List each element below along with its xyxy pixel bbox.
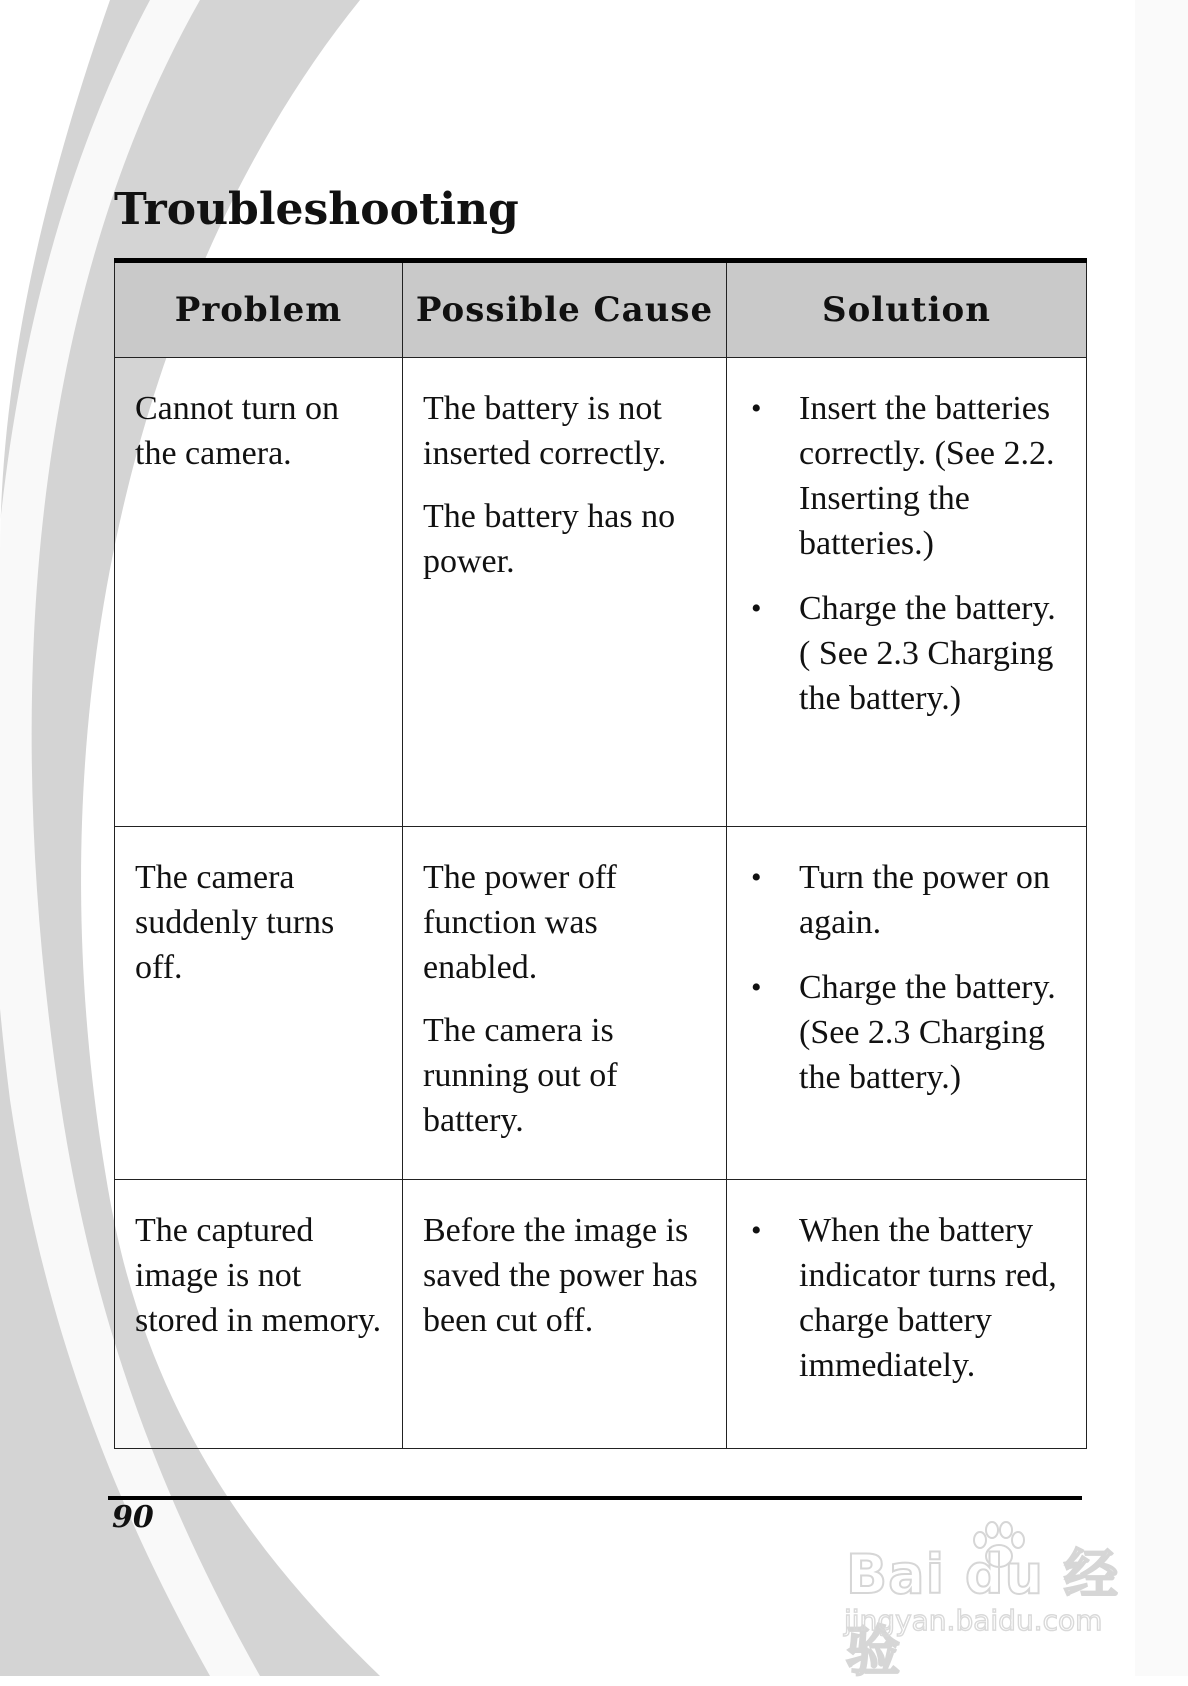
baidu-watermark <box>842 1520 1122 1683</box>
solution-cell <box>727 358 1087 827</box>
footer-rule <box>108 1496 1082 1500</box>
header-problem: Problem <box>115 261 403 358</box>
solution-item: • Charge the battery. ( See 2.3 Charging the battery.) <box>747 586 1070 721</box>
cause-text: The power off function was enabled. <box>423 859 617 986</box>
watermark-url: jingyan.baidu.com <box>844 1604 1103 1637</box>
solution-cell <box>727 1180 1087 1449</box>
header-solution: Solution <box>727 261 1087 358</box>
cause-cell <box>403 827 727 1180</box>
page-title: Troubleshooting <box>114 184 519 235</box>
solution-item: • When the battery indicator turns red, charge battery immediately. <box>747 1208 1070 1388</box>
solution-list <box>747 1208 1070 1388</box>
problem-cell: The camera suddenly turns off. <box>115 827 403 1180</box>
problem-cell: Cannot turn on the camera. <box>115 358 403 827</box>
page-number: 90 <box>112 1500 154 1535</box>
table-row <box>115 358 1087 827</box>
solution-item: • Turn the power on again. <box>747 855 1070 945</box>
cause-text: Before the image is saved the power has been cut off. <box>423 1212 698 1339</box>
solution-item: • Charge the battery. (See 2.3 Charging the battery.) <box>747 965 1070 1100</box>
troubleshooting-table <box>114 258 1087 1449</box>
cause-cell <box>403 1180 727 1449</box>
solution-item: • Insert the batteries correctly. (See 2.2. Inserting the batteries.) <box>747 386 1070 566</box>
cause-text: The battery has no power. <box>423 498 676 580</box>
solution-cell <box>727 827 1087 1180</box>
solution-list <box>747 386 1070 721</box>
header-possible-cause: Possible Cause <box>403 261 727 358</box>
cause-text: The battery is not inserted correctly. <box>423 390 667 472</box>
table-header-row <box>115 261 1087 358</box>
cause-text: The camera is running out of battery. <box>423 1012 618 1139</box>
problem-cell: The captured image is not stored in memory. <box>115 1180 403 1449</box>
watermark-brand: Bai du 经验 <box>846 1543 1119 1683</box>
table-row <box>115 827 1087 1180</box>
cause-cell <box>403 358 727 827</box>
solution-list <box>747 855 1070 1100</box>
table-row <box>115 1180 1087 1449</box>
